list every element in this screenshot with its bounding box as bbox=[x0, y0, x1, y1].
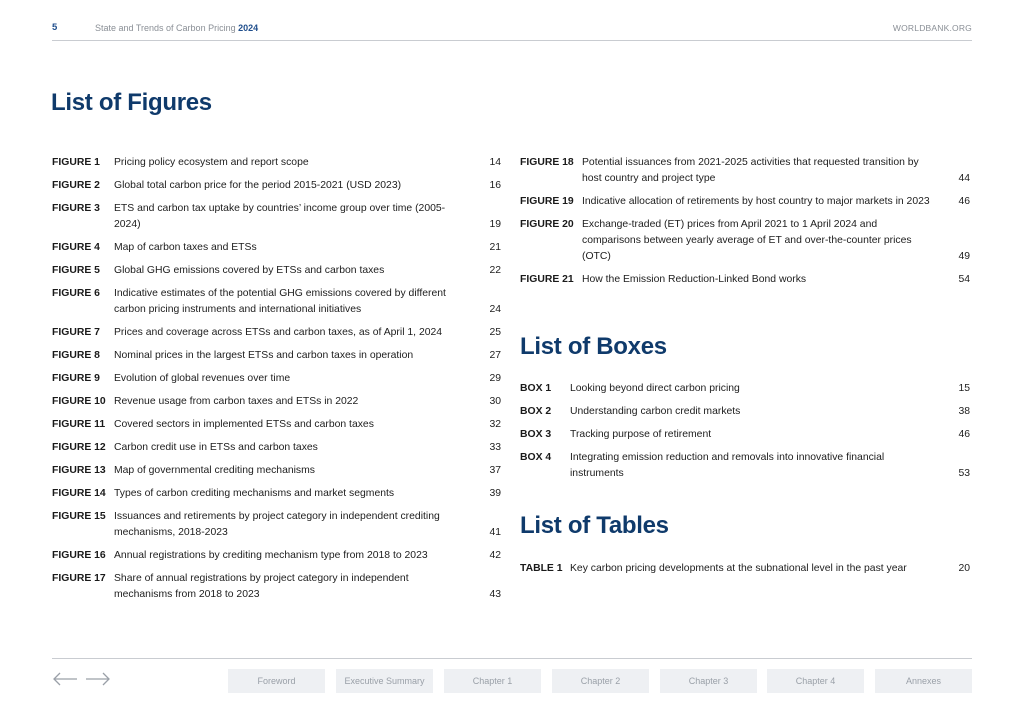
box-title: Understanding carbon credit markets bbox=[570, 406, 741, 417]
figure-label: FIGURE 4 bbox=[52, 242, 100, 253]
figure-page: 43 bbox=[489, 589, 501, 600]
figure-entry[interactable] bbox=[52, 571, 501, 603]
figure-label: FIGURE 19 bbox=[520, 196, 574, 207]
box-entry[interactable] bbox=[520, 427, 970, 443]
figure-entry[interactable] bbox=[520, 272, 970, 288]
figure-page: 44 bbox=[958, 173, 970, 184]
figure-entry[interactable] bbox=[52, 371, 501, 387]
figure-page: 24 bbox=[489, 304, 501, 315]
nav-tab-chapter-2[interactable]: Chapter 2 bbox=[552, 669, 649, 693]
table-title: Key carbon pricing developments at the subnational level in the past year bbox=[570, 563, 907, 574]
report-year: 2024 bbox=[238, 23, 259, 33]
figure-entry[interactable] bbox=[520, 194, 970, 210]
box-label: BOX 2 bbox=[520, 406, 552, 417]
table-page: 20 bbox=[958, 563, 970, 574]
figure-entry[interactable] bbox=[52, 263, 501, 279]
figure-entry[interactable] bbox=[52, 325, 501, 341]
figure-title: How the Emission Reduction-Linked Bond works bbox=[582, 274, 807, 285]
figure-page: 30 bbox=[489, 396, 501, 407]
figure-title: Indicative allocation of retirements by host country to major markets in 2023 bbox=[582, 196, 930, 207]
list-of-figures-heading: List of Figures bbox=[51, 89, 212, 116]
figure-title: Exchange-traded (ET) prices from April 2021 to 1 April 2024 and comparisons between yearly average of ET and over-the-counter prices (OTC) bbox=[582, 219, 912, 262]
figure-entry[interactable] bbox=[52, 548, 501, 564]
table-label: TABLE 1 bbox=[520, 563, 563, 574]
figure-label: FIGURE 8 bbox=[52, 350, 100, 361]
figure-page: 14 bbox=[489, 157, 501, 168]
list-of-tables-heading: List of Tables bbox=[520, 512, 669, 539]
figure-page: 39 bbox=[489, 488, 501, 499]
figure-entry[interactable] bbox=[52, 348, 501, 364]
figure-title: Share of annual registrations by project category in independent mechanisms from 2018 to 2023 bbox=[114, 573, 409, 600]
figures-list-right bbox=[520, 155, 970, 295]
figure-page: 49 bbox=[958, 251, 970, 262]
figure-page: 37 bbox=[489, 465, 501, 476]
box-entry[interactable] bbox=[520, 381, 970, 397]
nav-tab-foreword[interactable]: Foreword bbox=[228, 669, 325, 693]
figure-page: 25 bbox=[489, 327, 501, 338]
figure-entry[interactable] bbox=[52, 417, 501, 433]
figure-title: Global total carbon price for the period 2015-2021 (USD 2023) bbox=[114, 180, 402, 191]
figure-entry[interactable] bbox=[52, 240, 501, 256]
figure-page: 29 bbox=[489, 373, 501, 384]
figure-entry[interactable] bbox=[52, 440, 501, 456]
site-link[interactable]: WORLDBANK.ORG bbox=[892, 23, 972, 33]
figure-label: FIGURE 2 bbox=[52, 180, 100, 191]
figure-label: FIGURE 12 bbox=[52, 442, 106, 453]
figure-page: 16 bbox=[489, 180, 501, 191]
nav-tab-chapter-1[interactable]: Chapter 1 bbox=[444, 669, 541, 693]
box-title: Integrating emission reduction and removals into innovative financial instruments bbox=[570, 452, 885, 479]
figure-label: FIGURE 6 bbox=[52, 288, 100, 299]
figure-label: FIGURE 5 bbox=[52, 265, 100, 276]
figure-entry[interactable] bbox=[520, 155, 970, 187]
figure-page: 32 bbox=[489, 419, 501, 430]
figure-page: 42 bbox=[489, 550, 501, 561]
figure-entry[interactable] bbox=[52, 178, 501, 194]
figure-label: FIGURE 21 bbox=[520, 274, 574, 285]
figure-title: Evolution of global revenues over time bbox=[114, 373, 291, 384]
box-title: Looking beyond direct carbon pricing bbox=[570, 383, 740, 394]
box-entry[interactable] bbox=[520, 450, 970, 482]
figure-title: Types of carbon crediting mechanisms and market segments bbox=[114, 488, 395, 499]
box-label: BOX 1 bbox=[520, 383, 552, 394]
nav-tab-chapter-3[interactable]: Chapter 3 bbox=[660, 669, 757, 693]
figure-entry[interactable] bbox=[52, 201, 501, 233]
report-title bbox=[95, 23, 258, 33]
box-page: 53 bbox=[958, 468, 970, 479]
figure-title: Carbon credit use in ETSs and carbon taxes bbox=[114, 442, 318, 453]
arrow-right-icon[interactable] bbox=[85, 671, 111, 687]
figure-page: 27 bbox=[489, 350, 501, 361]
nav-tab-executive-summary[interactable]: Executive Summary bbox=[336, 669, 433, 693]
figure-title: Map of carbon taxes and ETSs bbox=[114, 242, 257, 253]
figure-title: ETS and carbon tax uptake by countries’ income group over time (2005-2024) bbox=[114, 203, 446, 230]
arrow-left-icon[interactable] bbox=[52, 671, 78, 687]
figure-label: FIGURE 10 bbox=[52, 396, 106, 407]
figure-entry[interactable] bbox=[52, 509, 501, 541]
box-page: 46 bbox=[958, 429, 970, 440]
list-of-boxes-heading: List of Boxes bbox=[520, 333, 667, 360]
figure-label: FIGURE 20 bbox=[520, 219, 574, 230]
box-entry[interactable] bbox=[520, 404, 970, 420]
figure-label: FIGURE 7 bbox=[52, 327, 100, 338]
figure-entry[interactable] bbox=[52, 155, 501, 171]
figure-label: FIGURE 1 bbox=[52, 157, 100, 168]
figure-title: Global GHG emissions covered by ETSs and carbon taxes bbox=[114, 265, 385, 276]
figure-label: FIGURE 15 bbox=[52, 511, 106, 522]
figure-entry[interactable] bbox=[520, 217, 970, 265]
figure-label: FIGURE 18 bbox=[520, 157, 574, 168]
figure-title: Potential issuances from 2021-2025 activities that requested transition by host country and project type bbox=[582, 157, 919, 184]
nav-tab-annexes[interactable]: Annexes bbox=[875, 669, 972, 693]
box-label: BOX 4 bbox=[520, 452, 552, 463]
figure-title: Map of governmental crediting mechanisms bbox=[114, 465, 315, 476]
figure-title: Indicative estimates of the potential GHG emissions covered by different carbon pricing instruments and international initiatives bbox=[114, 288, 446, 315]
nav-tab-chapter-4[interactable]: Chapter 4 bbox=[767, 669, 864, 693]
figure-title: Prices and coverage across ETSs and carbon taxes, as of April 1, 2024 bbox=[114, 327, 443, 338]
figure-page: 33 bbox=[489, 442, 501, 453]
figure-entry[interactable] bbox=[52, 394, 501, 410]
figure-title: Nominal prices in the largest ETSs and carbon taxes in operation bbox=[114, 350, 414, 361]
page-number: 5 bbox=[52, 22, 58, 33]
figure-page: 19 bbox=[489, 219, 501, 230]
figure-page: 54 bbox=[958, 274, 970, 285]
box-page: 38 bbox=[958, 406, 970, 417]
figure-title: Annual registrations by crediting mechanism type from 2018 to 2023 bbox=[114, 550, 428, 561]
figure-label: FIGURE 11 bbox=[52, 419, 106, 430]
table-entry[interactable] bbox=[520, 561, 970, 577]
figure-title: Pricing policy ecosystem and report scope bbox=[114, 157, 309, 168]
figure-entry[interactable] bbox=[52, 286, 501, 318]
box-page: 15 bbox=[958, 383, 970, 394]
figure-label: FIGURE 14 bbox=[52, 488, 106, 499]
figure-entry[interactable] bbox=[52, 463, 501, 479]
figure-label: FIGURE 16 bbox=[52, 550, 106, 561]
box-label: BOX 3 bbox=[520, 429, 552, 440]
figure-label: FIGURE 17 bbox=[52, 573, 106, 584]
figure-page: 21 bbox=[489, 242, 501, 253]
figure-page: 46 bbox=[958, 196, 970, 207]
box-title: Tracking purpose of retirement bbox=[570, 429, 712, 440]
figure-title: Covered sectors in implemented ETSs and carbon taxes bbox=[114, 419, 374, 430]
page-header bbox=[52, 22, 972, 41]
boxes-list bbox=[520, 381, 970, 489]
tables-list bbox=[520, 561, 970, 584]
page-footer bbox=[52, 658, 972, 686]
figure-title: Issuances and retirements by project category in independent crediting mechanisms, 2018-2023 bbox=[114, 511, 440, 538]
figure-label: FIGURE 3 bbox=[52, 203, 100, 214]
figure-entry[interactable] bbox=[52, 486, 501, 502]
figure-page: 22 bbox=[489, 265, 501, 276]
figures-list-left bbox=[52, 155, 501, 610]
figure-label: FIGURE 13 bbox=[52, 465, 106, 476]
report-title-text: State and Trends of Carbon Pricing bbox=[95, 23, 236, 33]
figure-label: FIGURE 9 bbox=[52, 373, 100, 384]
figure-title: Revenue usage from carbon taxes and ETSs in 2022 bbox=[114, 396, 359, 407]
figure-page: 41 bbox=[489, 527, 501, 538]
